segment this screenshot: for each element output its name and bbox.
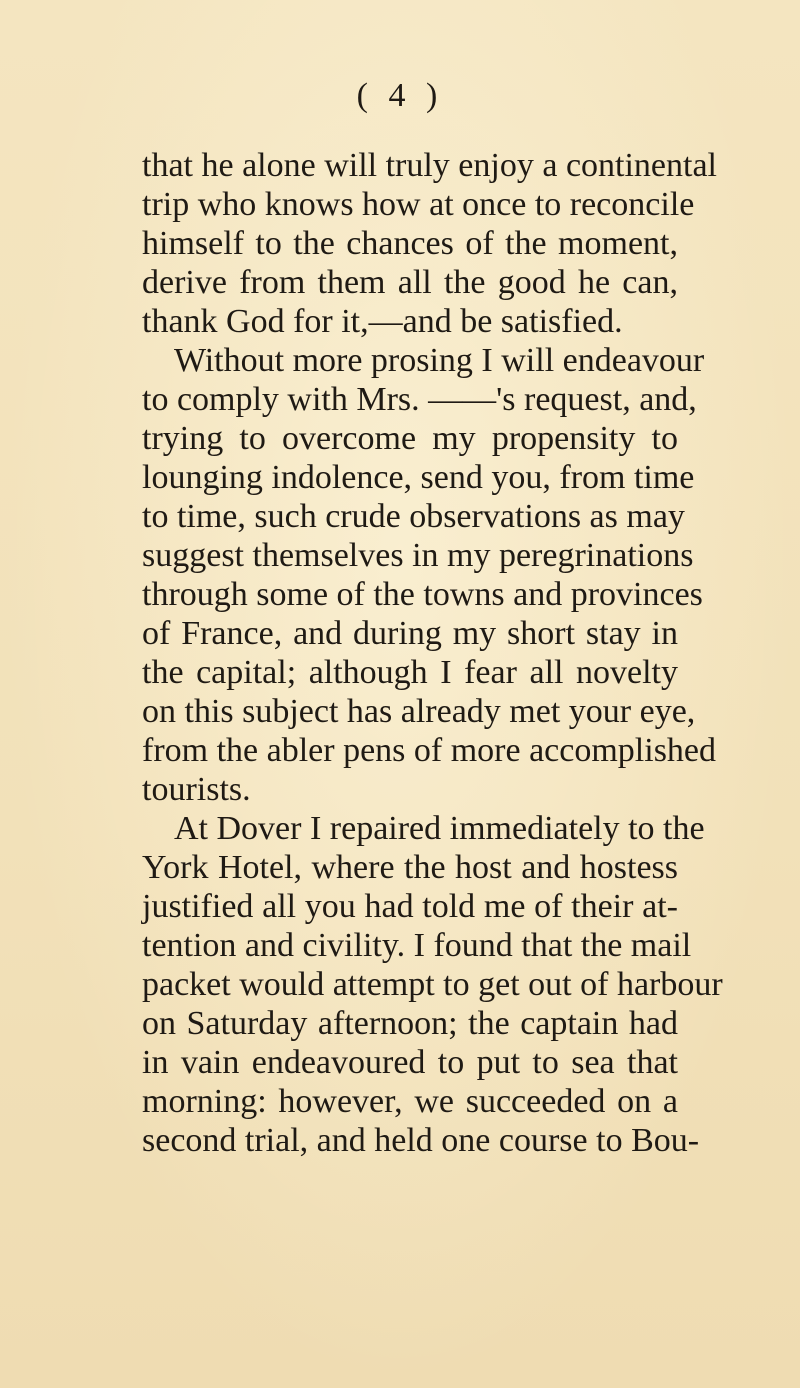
text-line: from the abler pens of more accomplished (142, 732, 717, 769)
text-line: tourists. (142, 771, 251, 808)
text-line: on this subject has already met your eye, (142, 693, 696, 730)
text-line: through some of the towns and provinces (142, 576, 703, 613)
text-line: on Saturday afternoon; the captain had (142, 1005, 678, 1042)
text-line: himself to the chances of the moment, (142, 225, 678, 262)
text-line: morning: however, we succeeded on a (142, 1083, 678, 1120)
body-text (142, 146, 723, 1160)
text-line: derive from them all the good he can, (142, 264, 678, 301)
text-line: in vain endeavoured to put to sea that (142, 1044, 678, 1081)
text-line: lounging indolence, send you, from time (142, 459, 695, 496)
text-line: that he alone will truly enjoy a continental (142, 147, 717, 184)
text-line: the capital; although I fear all novelty (142, 654, 678, 691)
text-line: suggest themselves in my peregrinations (142, 537, 694, 574)
paragraph-start-line: At Dover I repaired immediately to the (174, 810, 705, 847)
text-line: to time, such crude observations as may (142, 498, 685, 535)
text-line: packet would attempt to get out of harbour (142, 966, 723, 1003)
text-line: York Hotel, where the host and hostess (142, 849, 678, 886)
text-line: to comply with Mrs. ——'s request, and, (142, 381, 697, 418)
text-line: trip who knows how at once to reconcile (142, 186, 695, 223)
text-line: tention and civility. I found that the mail (142, 927, 692, 964)
text-line: second trial, and held one course to Bou- (142, 1122, 700, 1159)
text-line: trying to overcome my propensity to (142, 420, 678, 457)
text-line: thank God for it,—and be satisfied. (142, 303, 623, 340)
text-line: of France, and during my short stay in (142, 615, 678, 652)
paragraph-start-line: Without more prosing I will endeavour (174, 342, 705, 379)
page-number: ( 4 ) (356, 77, 444, 114)
text-line: justified all you had told me of their at- (142, 888, 678, 925)
